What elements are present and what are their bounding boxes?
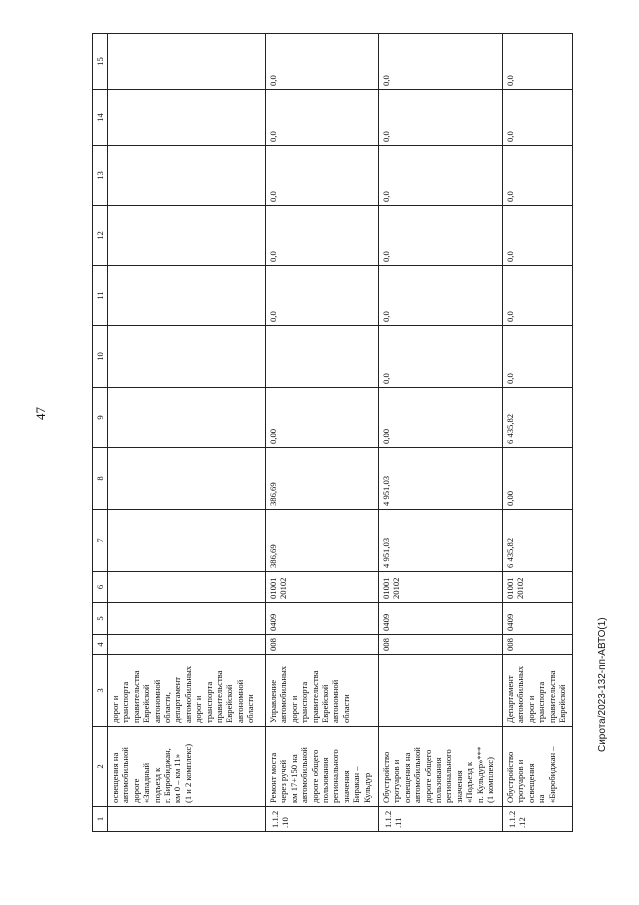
value-cell: 0,0 <box>503 90 573 146</box>
value-cell: 0,0 <box>379 34 503 90</box>
value-cell: 6 435,82 <box>503 510 573 572</box>
value-cell <box>108 388 266 448</box>
page-number: 47 <box>33 407 48 420</box>
value-cell: 0,00 <box>266 388 379 448</box>
value-cell: 0,0 <box>266 266 379 326</box>
value-cell: 0,0 <box>503 266 573 326</box>
value-cell <box>108 206 266 266</box>
value-cell: 0,0 <box>379 326 503 388</box>
value-cell: 0,0 <box>379 146 503 206</box>
row-number <box>108 807 266 832</box>
grbs-code: 008 <box>266 635 379 655</box>
value-cell: 0,0 <box>379 90 503 146</box>
budget-table-rotated <box>92 34 572 832</box>
header-cell: 9 <box>93 388 108 448</box>
value-cell: 0,0 <box>266 146 379 206</box>
header-cell: 10 <box>93 326 108 388</box>
value-cell <box>108 510 266 572</box>
target-code: 01001 20102 <box>379 572 503 603</box>
value-cell: 0,0 <box>266 90 379 146</box>
value-cell: 0,0 <box>503 34 573 90</box>
table-row <box>379 34 503 832</box>
header-cell: 7 <box>93 510 108 572</box>
value-cell: 0,0 <box>379 206 503 266</box>
value-cell: 0,00 <box>503 448 573 510</box>
section-code: 0409 <box>379 603 503 635</box>
header-cell: 15 <box>93 34 108 90</box>
grbs-code: 008 <box>503 635 573 655</box>
header-cell: 6 <box>93 572 108 603</box>
header-row <box>93 34 108 832</box>
budget-table <box>92 33 573 832</box>
value-cell: 0,0 <box>503 326 573 388</box>
measure-name: Ремонт моста через ручей км 17+150 на автомобильной дороге общего пользования регионального значения Биракан – Кульдур <box>266 727 379 807</box>
value-cell: 4 951,03 <box>379 510 503 572</box>
target-code <box>108 572 266 603</box>
value-cell <box>108 266 266 326</box>
header-cell: 12 <box>93 206 108 266</box>
header-cell: 11 <box>93 266 108 326</box>
header-cell: 14 <box>93 90 108 146</box>
row-number: 1.1.2.11 <box>379 807 503 832</box>
document-code: Сирота/2023-132-пп-АВТО(1) <box>597 617 608 752</box>
header-cell: 1 <box>93 807 108 832</box>
value-cell <box>108 448 266 510</box>
table-row <box>503 34 573 832</box>
header-cell: 2 <box>93 727 108 807</box>
table-row <box>266 34 379 832</box>
section-code: 0409 <box>266 603 379 635</box>
value-cell: 386,69 <box>266 510 379 572</box>
header-cell: 8 <box>93 448 108 510</box>
measure-name: освещения на автомобильной дороге «Западный подъезд к г. Биробиджан, км 0 – км 11» (1 и 2 комплекс) <box>108 727 266 807</box>
header-cell: 4 <box>93 635 108 655</box>
value-cell: 0,0 <box>266 34 379 90</box>
value-cell: 386,69 <box>266 448 379 510</box>
value-cell <box>108 146 266 206</box>
measure-name: Обустройство тротуаров и освещения на «Биробиджан – <box>503 727 573 807</box>
value-cell <box>108 326 266 388</box>
grbs-code: 008 <box>379 635 503 655</box>
header-cell: 5 <box>93 603 108 635</box>
target-code: 01001 20102 <box>503 572 573 603</box>
executor <box>379 655 503 727</box>
value-cell: 0,00 <box>379 388 503 448</box>
row-number: 1.1.2.10 <box>266 807 379 832</box>
section-code: 0409 <box>503 603 573 635</box>
executor: дорог и транспорта правительства Еврейской автономной области, департамент автомобильных дорог и транспорта правительства Еврейской автономной области <box>108 655 266 727</box>
table-row <box>108 34 266 832</box>
measure-name: Обустройство тротуаров и освещения на автомобильной дороге общего пользования регионального значения «Подъезд к п. Кульдур»*** (1 комплекс) <box>379 727 503 807</box>
header-cell: 3 <box>93 655 108 727</box>
row-number: 1.1.2.12 <box>503 807 573 832</box>
target-code: 01001 20102 <box>266 572 379 603</box>
value-cell: 6 435,82 <box>503 388 573 448</box>
value-cell: 0,0 <box>379 266 503 326</box>
header-cell: 13 <box>93 146 108 206</box>
grbs-code <box>108 635 266 655</box>
value-cell: 4 951,03 <box>379 448 503 510</box>
value-cell: 0,0 <box>266 206 379 266</box>
value-cell: 0,0 <box>503 206 573 266</box>
value-cell <box>108 34 266 90</box>
section-code <box>108 603 266 635</box>
value-cell <box>108 90 266 146</box>
executor: Управление автомобильных дорог и транспорта правительства Еврейской автономной области <box>266 655 379 727</box>
budget-table-frame <box>92 34 572 832</box>
value-cell: 0,0 <box>503 146 573 206</box>
executor: Департамент автомобильных дорог и транспорта правительства Еврейской <box>503 655 573 727</box>
value-cell <box>266 326 379 388</box>
